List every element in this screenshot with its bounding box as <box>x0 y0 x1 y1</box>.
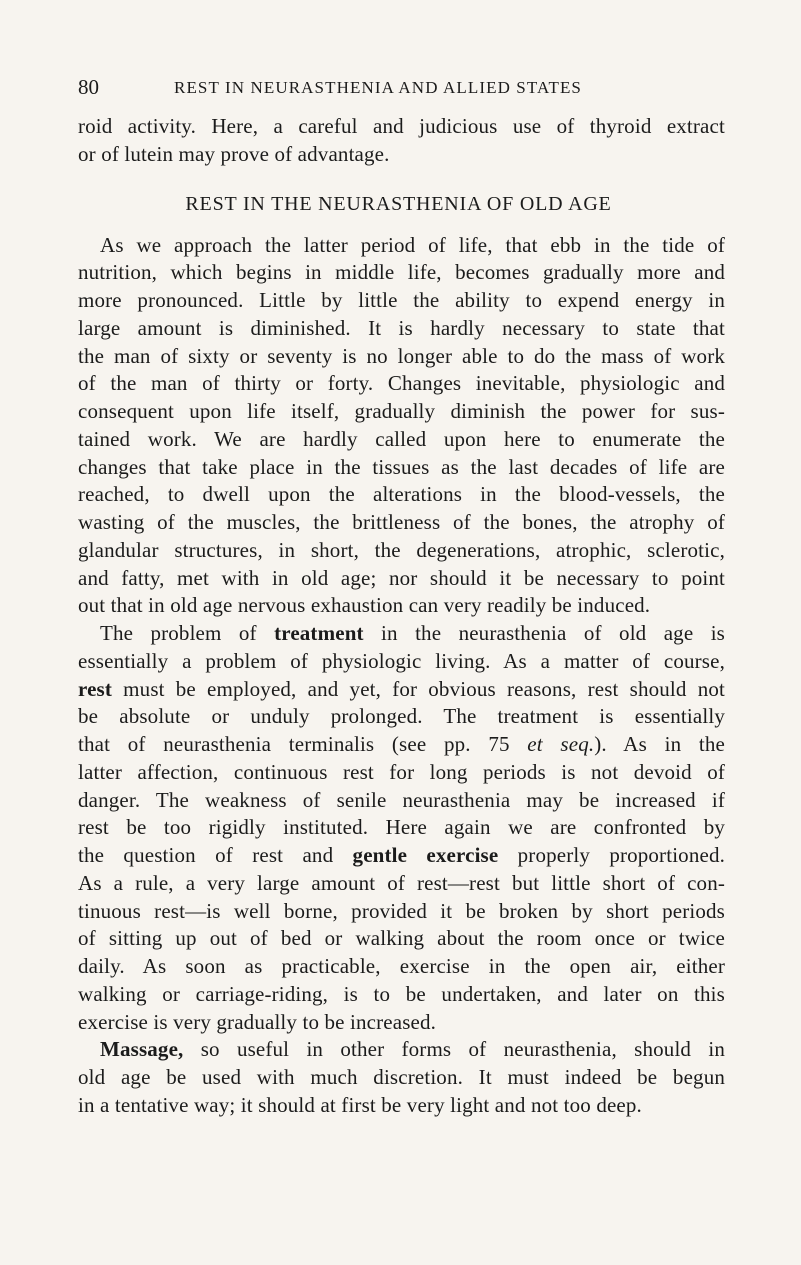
paragraph-treatment <box>78 620 725 1036</box>
text-run: The problem of <box>100 621 275 645</box>
text-line: and fatty, met with in old age; nor should it be necessary to point <box>78 565 725 590</box>
emphasis-gentle-exercise: gentle exercise <box>352 843 499 867</box>
text-line: changes that take place in the tissues as the last decades of life are <box>78 454 725 479</box>
text-line: be absolute or unduly prolonged. The treatment is essentially <box>78 704 725 729</box>
text-line: exercise is very gradually to be increased. <box>78 1009 437 1034</box>
text-line: out that in old age nervous exhaustion can very readily be induced. <box>78 593 651 618</box>
text-line: glandular structures, in short, the degenerations, atrophic, sclerotic, <box>78 537 725 562</box>
text-run: in the neurasthenia of old age is <box>363 621 725 645</box>
text-line: latter affection, continuous rest for long periods is not devoid of <box>78 759 725 784</box>
text-line: of sitting up out of bed or walking about the room once or twice <box>78 926 725 951</box>
text-line: daily. As soon as practicable, exercise in the open air, either <box>78 954 725 978</box>
paragraph-continuation <box>78 113 725 169</box>
text-line: As we approach the latter period of life, that ebb in the tide of <box>100 232 725 257</box>
body-text <box>78 113 725 1120</box>
emphasis-treatment: treatment <box>274 621 364 645</box>
text-line: of the man of thirty or forty. Changes inevitable, physiologic and <box>78 371 725 396</box>
text-line: walking or carriage-riding, is to be undertaken, and later on this <box>78 981 725 1006</box>
text-line: the man of sixty or seventy is no longer able to do the mass of work <box>78 343 725 368</box>
text-line: reached, to dwell upon the alterations in the blood-vessels, the <box>78 482 725 507</box>
text-line: more pronounced. Little by little the ability to expend energy in <box>78 288 725 312</box>
text-line: nutrition, which begins in middle life, becomes gradually more and <box>78 260 725 285</box>
text-run: the question of rest and <box>78 843 353 867</box>
text-line: As a rule, a very large amount of rest—rest but little short of con- <box>78 870 725 895</box>
paragraph-old-age-intro <box>78 232 725 621</box>
text-line: roid activity. Here, a careful and judicious use of thyroid extract <box>78 114 725 138</box>
emphasis-massage: Massage, <box>100 1037 184 1062</box>
text-line <box>78 620 725 648</box>
citation-et-seq: et seq. <box>527 732 595 756</box>
running-title: REST IN NEURASTHENIA AND ALLIED STATES <box>174 78 582 97</box>
text-line <box>78 731 725 759</box>
text-line: old age be used with much discretion. It must indeed be begun <box>78 1065 725 1089</box>
text-line: wasting of the muscles, the brittleness of the bones, the atrophy of <box>78 510 725 534</box>
text-line <box>78 1036 725 1064</box>
text-line: rest be too rigidly instituted. Here again we are confronted by <box>78 815 725 840</box>
text-line: large amount is diminished. It is hardly necessary to state that <box>78 315 725 340</box>
text-run: properly proportioned. <box>498 843 725 867</box>
text-run: so useful in other forms of neurasthenia, should in <box>183 1037 725 1062</box>
page-number: 80 <box>78 75 99 99</box>
text-line: in a tentative way; it should at first be very light and not too deep. <box>78 1092 642 1117</box>
running-head <box>78 75 618 99</box>
text-line <box>78 676 725 704</box>
paragraph-massage <box>78 1036 725 1119</box>
text-run: must be employed, and yet, for obvious reasons, rest should not <box>112 676 725 701</box>
text-line: essentially a problem of physiologic living. As a matter of course, <box>78 648 725 673</box>
text-line: danger. The weakness of senile neurasthenia may be increased if <box>78 787 725 812</box>
text-line: tinuous rest—is well borne, provided it be broken by short periods <box>78 898 725 923</box>
text-line <box>78 842 725 870</box>
text-line: tained work. We are hardly called upon here to enumerate the <box>78 426 725 451</box>
text-line: consequent upon life itself, gradually diminish the power for sus- <box>78 399 725 423</box>
text-run: that of neurasthenia terminalis (see pp. 75 <box>78 732 528 756</box>
section-heading: REST IN THE NEURASTHENIA OF OLD AGE <box>185 192 612 215</box>
text-line: or of lutein may prove of advantage. <box>78 141 390 166</box>
text-run: ). As in the <box>594 732 725 756</box>
emphasis-rest: rest <box>78 676 113 701</box>
